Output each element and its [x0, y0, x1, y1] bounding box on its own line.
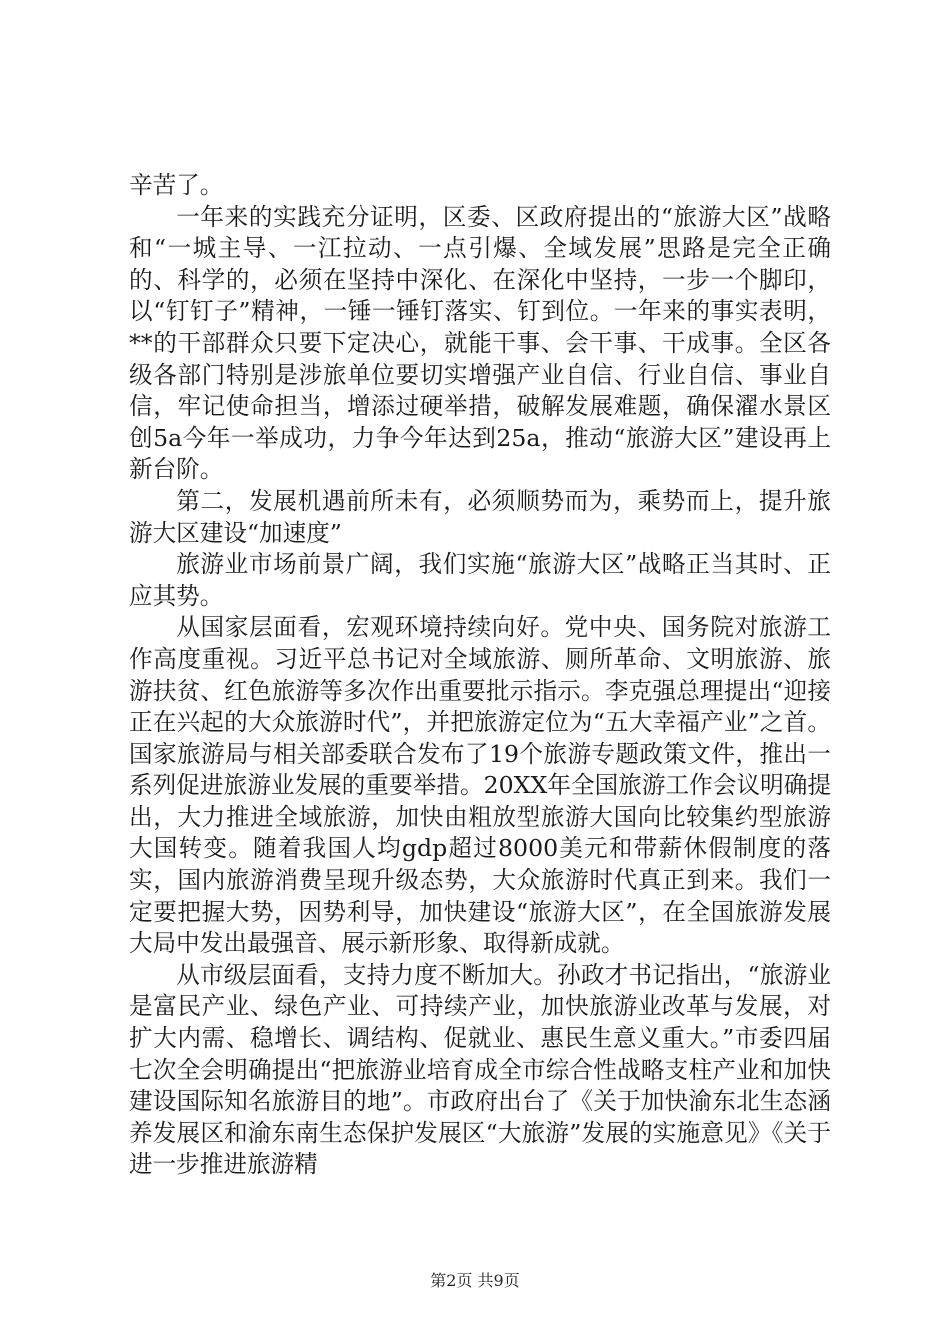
paragraph-3-heading: 第二，发展机遇前所未有，必须顺势而为，乘势而上，提升旅游大区建设“加速度” [129, 486, 831, 547]
document-body [129, 170, 831, 1181]
paragraph-6: 从市级层面看，支持力度不断加大。孙政才书记指出，“旅游业是富民产业、绿色产业、可持续产业，加快旅游业改革与发展，对扩大内需、稳增长、调结构、促就业、惠民生意义重大。”市委四届七次全会明确提出“把旅游业培育成全市综合性战略支柱产业和加快建设国际知名旅游目的地”。市政府出台了《关于加快渝东北生态涵养发展区和渝东南生态保护发展区“大旅游”发展的实施意见》《关于进一步推进旅游精 [129, 960, 831, 1179]
paragraph-4: 旅游业市场前景广阔，我们实施“旅游大区”战略正当其时、正应其势。 [129, 550, 831, 610]
paragraph-2: 一年来的实践充分证明，区委、区政府提出的“旅游大区”战略和“一城主导、一江拉动、一点引爆、全域发展”思路是完全正确的、科学的，必须在坚持中深化、在深化中坚持，一步一个脚印，以“钉钉子”精神，一锤一锤钉落实、钉到位。一年来的事实表明，**的干部群众只要下定决心，就能干事、会干事、干成事。全区各级各部门特别是涉旅单位要切实增强产业自信、行业自信、事业自信，牢记使命担当，增添过硬举措，破解发展难题，确保濯水景区创5a今年一举成功，力争今年达到25a，推动“旅游大区”建设再上新台阶。 [129, 202, 831, 484]
page-number-footer: 第2页 共9页 [430, 1271, 520, 1290]
paragraph-1: 辛苦了。 [129, 171, 224, 199]
paragraph-5: 从国家层面看，宏观环境持续向好。党中央、国务院对旅游工作高度重视。习近平总书记对全域旅游、厕所革命、文明旅游、旅游扶贫、红色旅游等多次作出重要批示指示。李克强总理提出“迎接正在兴起的大众旅游时代”，并把旅游定位为“五大幸福产业”之首。国家旅游局与相关部委联合发布了19个旅游专题政策文件，推出一系列促进旅游业发展的重要举措。20XX年全国旅游工作会议明确提出，大力推进全域旅游，加快由粗放型旅游大国向比较集约型旅游大国转变。随着我国人均gdp超过8000美元和带薪休假制度的落实，国内旅游消费呈现升级态势，大众旅游时代真正到来。我们一定要把握大势，因势利导，加快建设“旅游大区”，在全国旅游发展大局中发出最强音、展示新形象、取得新成就。 [129, 613, 831, 958]
